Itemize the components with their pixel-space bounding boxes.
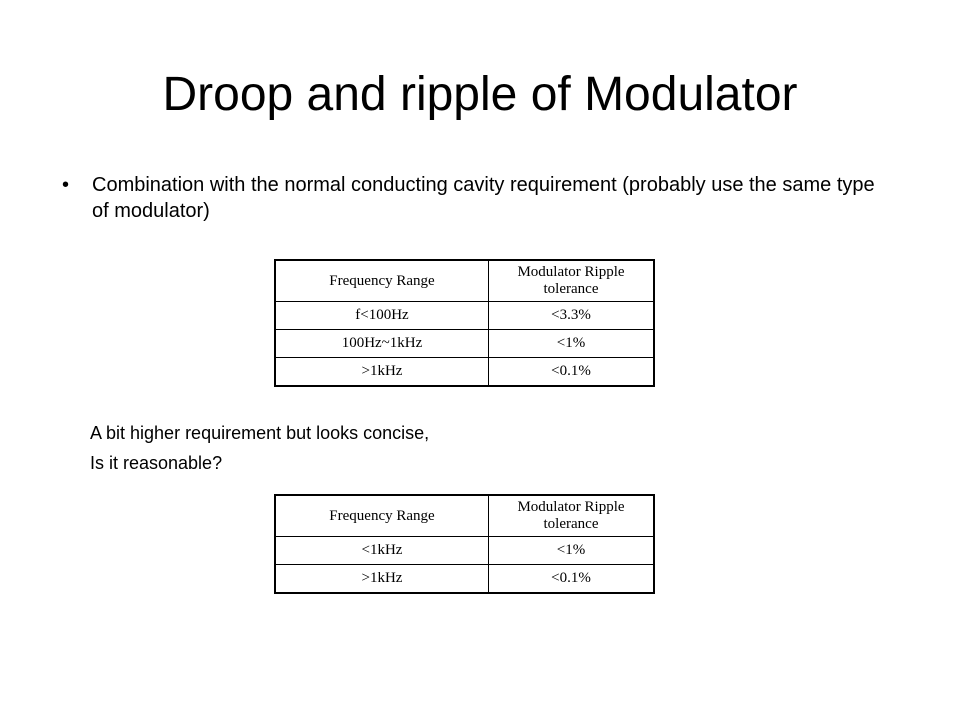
table-row <box>275 537 654 565</box>
cell-tolerance: <0.1% <box>489 565 655 594</box>
note-line-1: A bit higher requirement but looks concise, <box>90 423 430 443</box>
header-frequency-range: Frequency Range <box>275 260 489 302</box>
table-header-row <box>275 495 654 537</box>
header-frequency-range: Frequency Range <box>275 495 489 537</box>
cell-tolerance: <3.3% <box>489 302 655 330</box>
bullet-text: Combination with the normal conducting cavity requirement (probably use the same type of modulator) <box>92 174 875 222</box>
table-row <box>275 565 654 594</box>
bullet-icon: • <box>62 174 70 196</box>
ripple-table-1 <box>274 259 655 387</box>
slide-title: Droop and ripple of Modulator <box>162 68 798 121</box>
header-ripple-tolerance: Modulator Ripple tolerance <box>489 260 655 302</box>
table-header-row <box>275 260 654 302</box>
cell-tolerance: <0.1% <box>489 358 655 387</box>
cell-tolerance: <1% <box>489 537 655 565</box>
cell-tolerance: <1% <box>489 330 655 358</box>
ripple-table-2 <box>274 494 655 594</box>
table-row <box>275 302 654 330</box>
note-line-2: Is it reasonable? <box>90 453 223 473</box>
cell-frequency: >1kHz <box>275 358 489 387</box>
table-row <box>275 330 654 358</box>
cell-frequency: >1kHz <box>275 565 489 594</box>
cell-frequency: f<100Hz <box>275 302 489 330</box>
cell-frequency: <1kHz <box>275 537 489 565</box>
table-row <box>275 358 654 387</box>
header-ripple-tolerance: Modulator Ripple tolerance <box>489 495 655 537</box>
bullet-item <box>62 172 882 224</box>
cell-frequency: 100Hz~1kHz <box>275 330 489 358</box>
